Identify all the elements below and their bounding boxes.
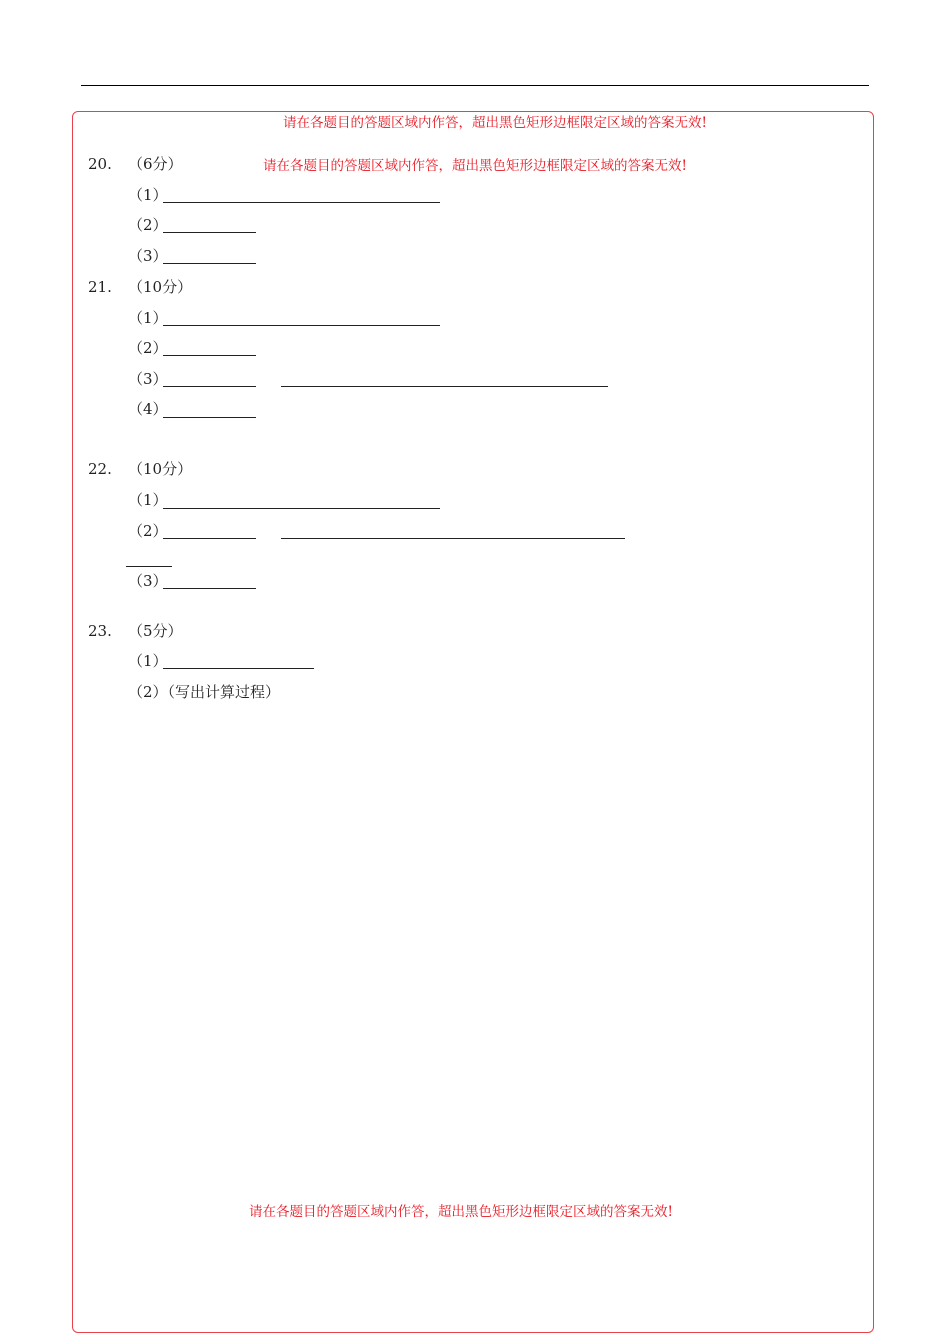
q21-sub3-answer-line-b[interactable]: [281, 386, 608, 387]
q22-sub3-label: （3）: [128, 572, 168, 590]
q22-sub3-answer-line[interactable]: [163, 588, 256, 589]
question-21-title: [88, 278, 192, 296]
q22-sub2-label: （2）: [128, 522, 168, 540]
q20-sub1-answer-line[interactable]: [163, 202, 440, 203]
q22-sub1-label: （1）: [128, 491, 168, 509]
question-22-title: [88, 460, 192, 478]
q20-sub1-label: （1）: [128, 186, 168, 204]
q21-sub2-label: （2）: [128, 339, 168, 357]
question-23-number: 23.: [88, 622, 112, 640]
q22-sub2-answer-line-c[interactable]: [126, 566, 172, 567]
question-22-points: （10分）: [128, 460, 193, 478]
question-20-number: 20.: [88, 155, 112, 173]
question-21-number: 21.: [88, 278, 112, 296]
warning-bottom: 请在各题目的答题区域内作答，超出黑色矩形边框限定区域的答案无效!: [249, 1204, 673, 1220]
q21-sub1-label: （1）: [128, 309, 168, 327]
q21-sub3-label: （3）: [128, 370, 168, 388]
q20-sub3-answer-line[interactable]: [163, 263, 256, 264]
q22-sub2-answer-line-b[interactable]: [281, 538, 625, 539]
q23-sub1-label: （1）: [128, 652, 168, 670]
q21-sub2-answer-line[interactable]: [163, 355, 256, 356]
header-rule: [81, 85, 869, 86]
q23-sub2-label: （2）（写出计算过程）: [128, 683, 281, 701]
question-23-points: （5分）: [128, 622, 183, 640]
question-22-number: 22.: [88, 460, 112, 478]
q22-sub2-answer-line-a[interactable]: [163, 538, 256, 539]
warning-inline: 请在各题目的答题区域内作答，超出黑色矩形边框限定区域的答案无效!: [263, 158, 687, 174]
q20-sub3-label: （3）: [128, 247, 168, 265]
q20-sub2-answer-line[interactable]: [163, 232, 256, 233]
q21-sub4-label: （4）: [128, 400, 168, 418]
question-21-points: （10分）: [128, 278, 193, 296]
question-23-title: [88, 622, 183, 640]
warning-top: 请在各题目的答题区域内作答，超出黑色矩形边框限定区域的答案无效!: [283, 115, 707, 131]
q21-sub3-answer-line-a[interactable]: [163, 386, 256, 387]
question-20-points: （6分）: [128, 155, 183, 173]
question-20-title: [88, 155, 183, 173]
q22-sub1-answer-line[interactable]: [163, 508, 440, 509]
q21-sub4-answer-line[interactable]: [163, 417, 256, 418]
q20-sub2-label: （2）: [128, 216, 168, 234]
q23-sub1-answer-line[interactable]: [163, 668, 314, 669]
q21-sub1-answer-line[interactable]: [163, 325, 440, 326]
answer-region-border: [72, 111, 874, 1333]
